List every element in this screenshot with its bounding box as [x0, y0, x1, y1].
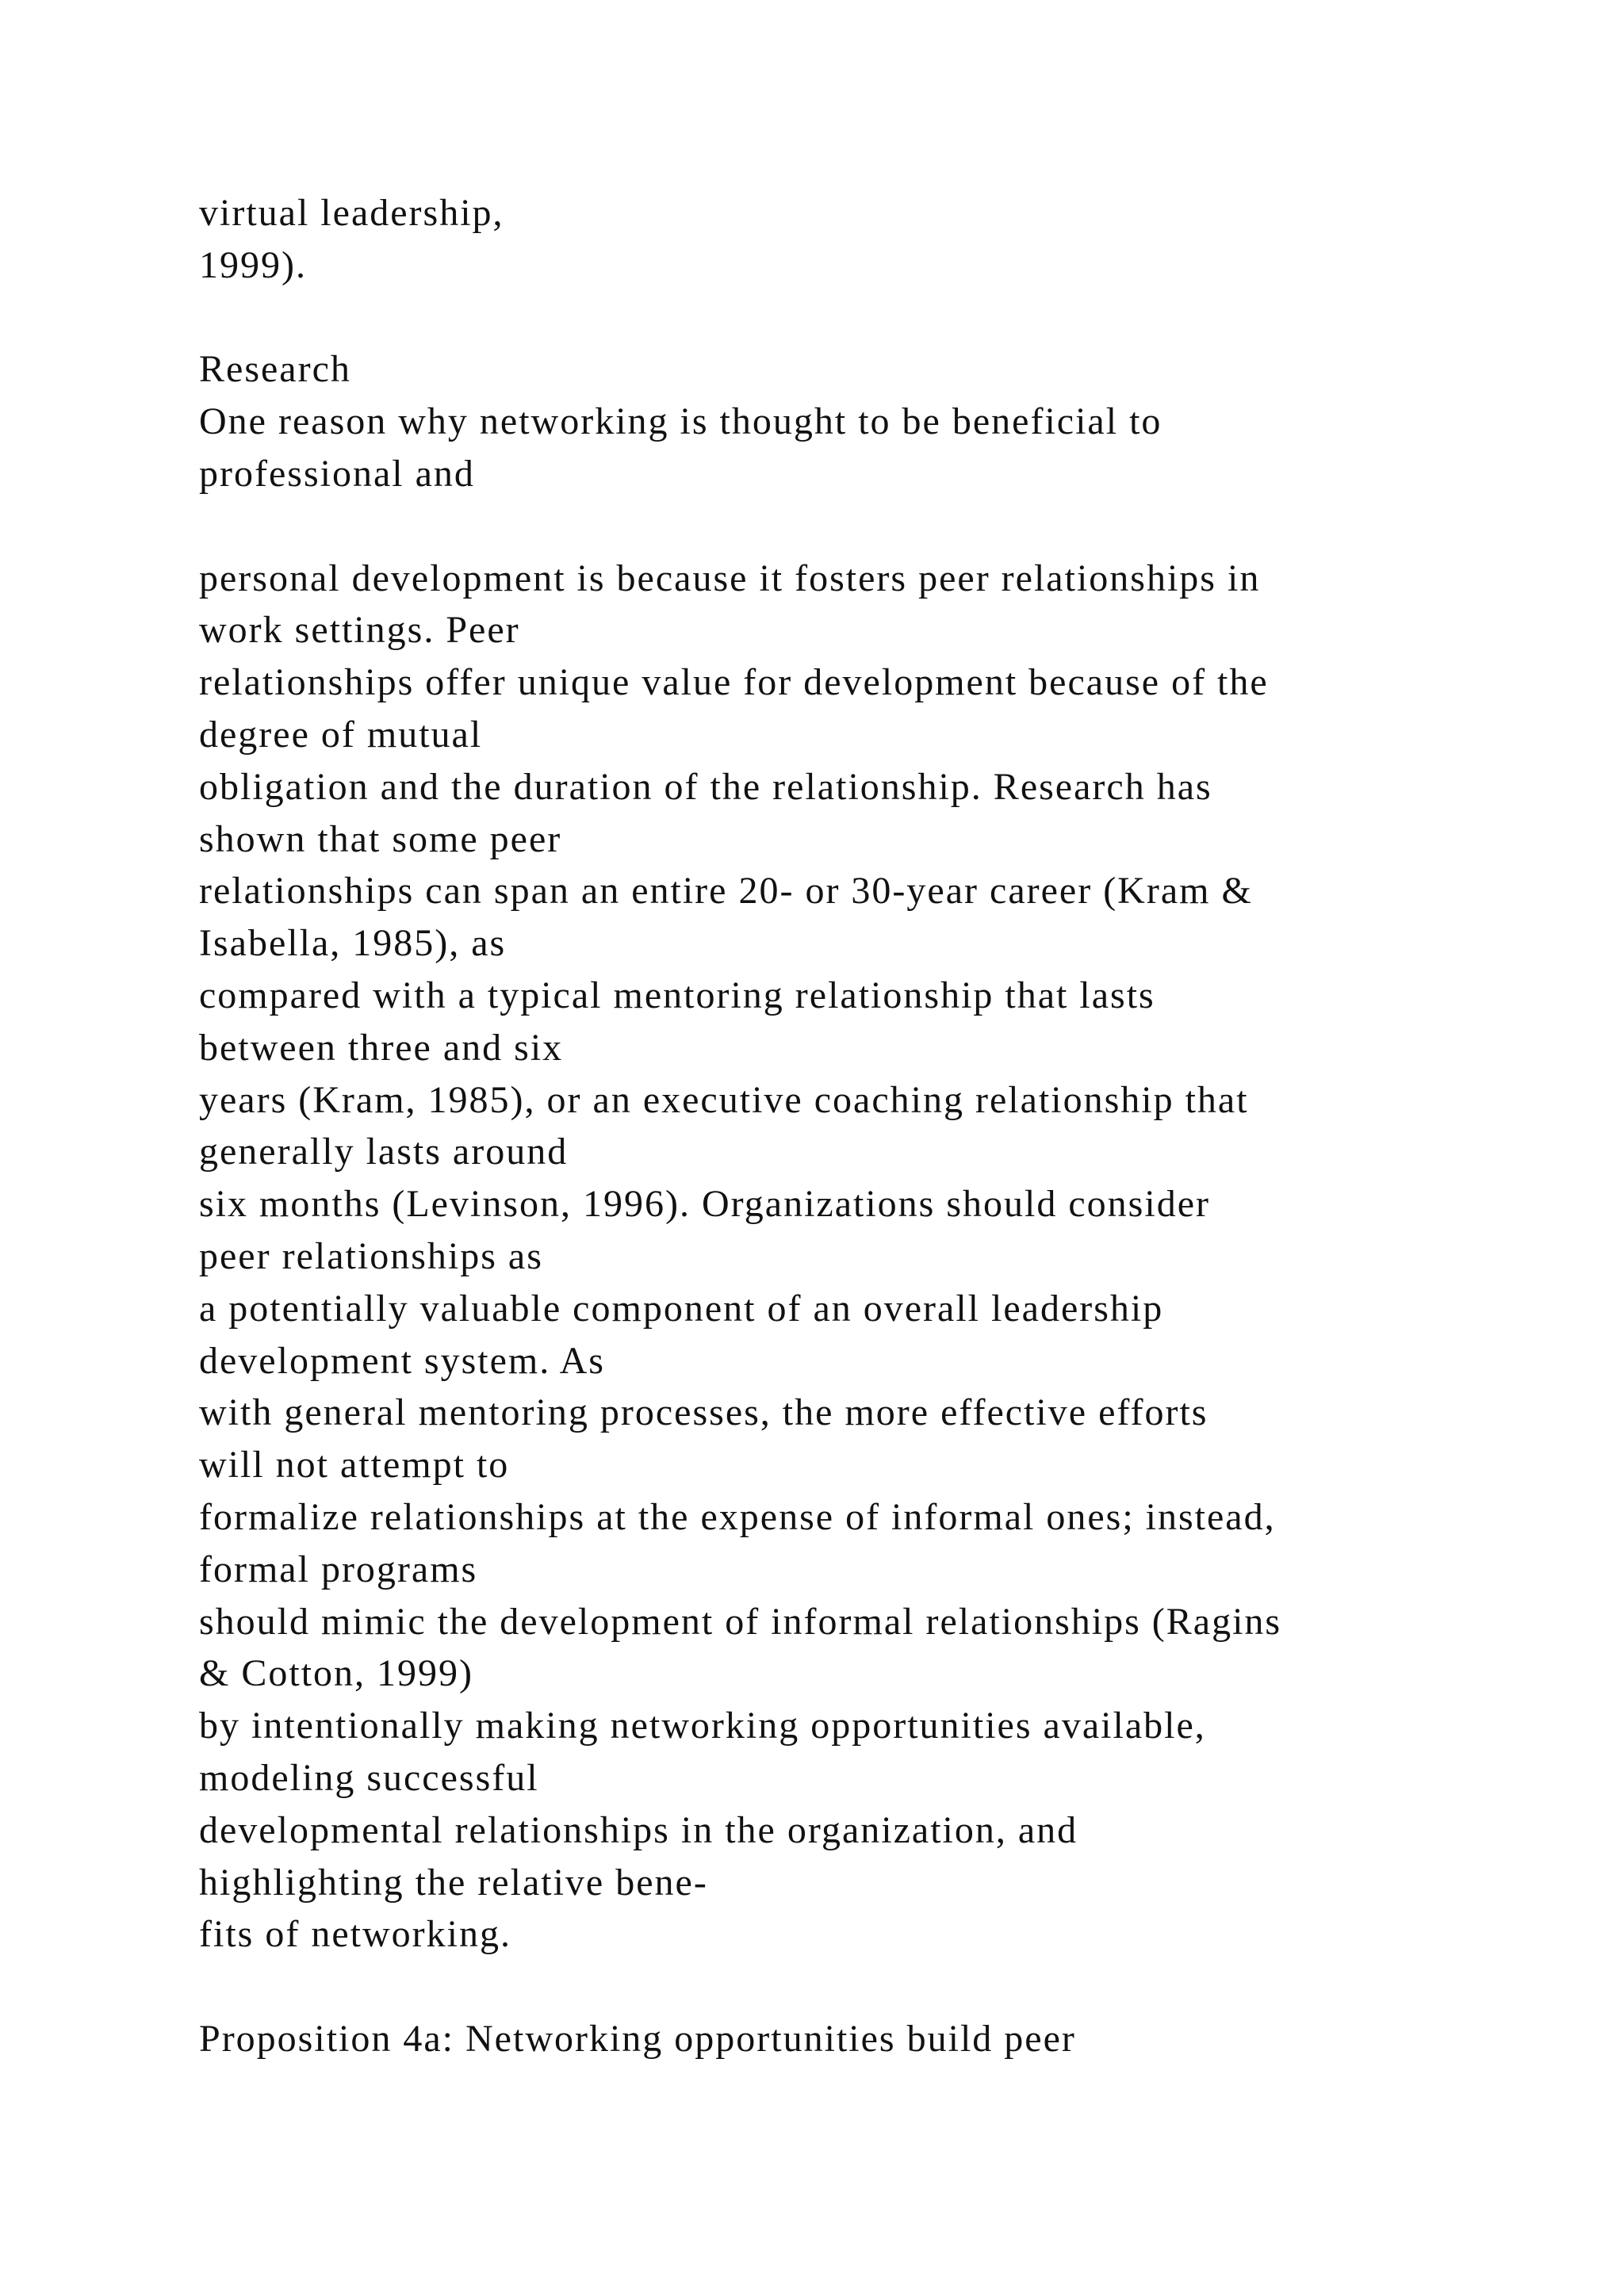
text-line: a potentially valuable component of an overall leadership [199, 1287, 1164, 1330]
text-line: professional and [199, 452, 475, 495]
text-line: obligation and the duration of the relationship. Research has [199, 765, 1212, 808]
text-line: formal programs [199, 1548, 478, 1590]
text-line: degree of mutual [199, 713, 483, 756]
text-line: by intentionally making networking opportunities available, [199, 1705, 1206, 1747]
text-line: should mimic the development of informal relationships (Ragins [199, 1600, 1282, 1643]
text-line: shown that some peer [199, 817, 562, 860]
text-line: developmental relationships in the organization, and [199, 1808, 1078, 1851]
text-line: personal development is because it fosters peer relationships in [199, 557, 1261, 599]
text-line: peer relationships as [199, 1234, 543, 1277]
text-line: & Cotton, 1999) [199, 1652, 474, 1695]
text-line: between three and six [199, 1026, 564, 1069]
text-line: modeling successful [199, 1756, 539, 1799]
text-line: work settings. Peer [199, 609, 520, 652]
text-line: generally lasts around [199, 1131, 569, 1173]
text-line: years (Kram, 1985), or an executive coaching relationship that [199, 1078, 1249, 1121]
text-line: 1999). [199, 243, 307, 286]
blank-line [199, 292, 1595, 344]
text-line: relationships offer unique value for development because of the [199, 661, 1269, 704]
text-line: virtual leadership, [199, 192, 504, 234]
blank-line [199, 500, 1595, 553]
text-line: with general mentoring processes, the more effective efforts [199, 1391, 1208, 1434]
blank-line [199, 1961, 1595, 2013]
text-line: six months (Levinson, 1996). Organizations should consider [199, 1183, 1210, 1226]
document-body [199, 187, 1595, 2065]
text-line: One reason why networking is thought to be beneficial to [199, 400, 1162, 443]
text-line: fits of networking. [199, 1913, 511, 1956]
proposition-line: Proposition 4a: Networking opportunities build peer [199, 2017, 1076, 2060]
text-line: compared with a typical mentoring relationship that lasts [199, 974, 1155, 1016]
section-heading: Research [199, 348, 351, 391]
text-line: formalize relationships at the expense of informal ones; instead, [199, 1495, 1276, 1538]
text-line: Isabella, 1985), as [199, 922, 507, 965]
text-line: will not attempt to [199, 1444, 510, 1487]
text-line: development system. As [199, 1339, 605, 1382]
text-line: highlighting the relative bene- [199, 1861, 708, 1904]
text-line: relationships can span an entire 20- or 30-year career (Kram & [199, 870, 1253, 913]
